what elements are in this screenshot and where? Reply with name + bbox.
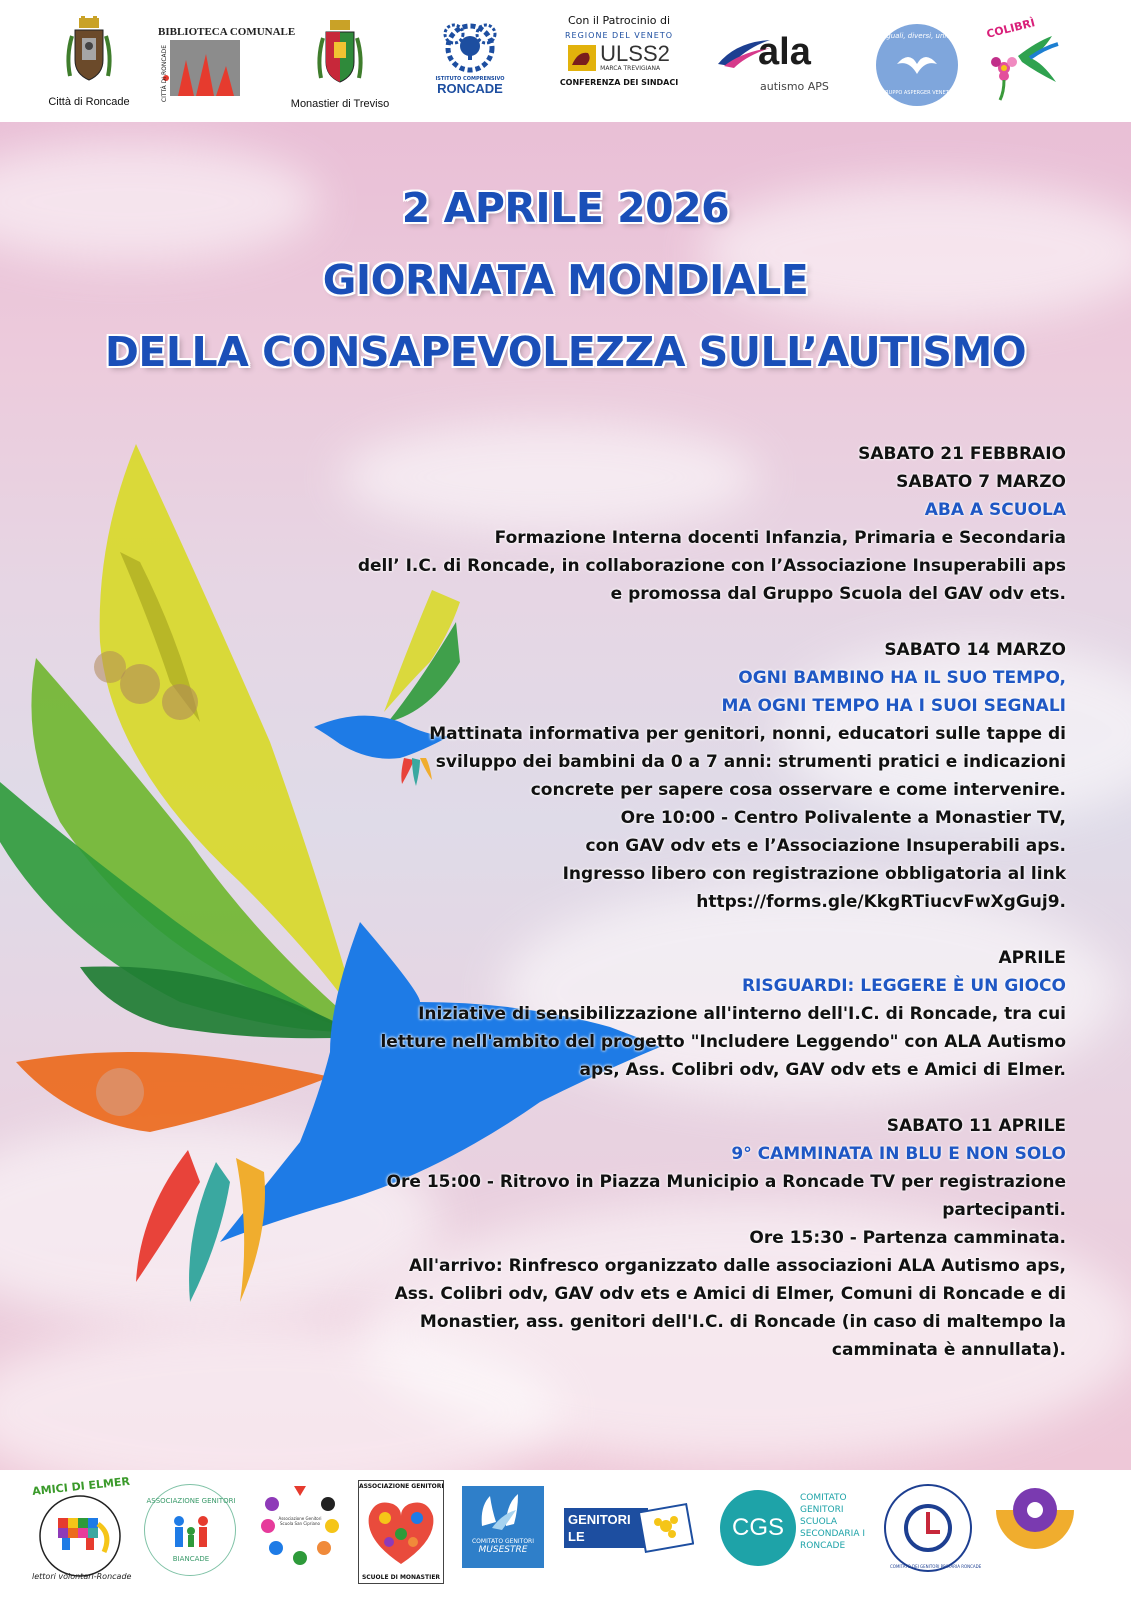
ala-sub: autismo APS [760,80,829,93]
cgs-line: COMITATO [800,1493,847,1503]
hands-up-icon [462,1486,544,1534]
asperger-top-text: uguali, diversi, unici [881,32,953,40]
event-line: Ore 15:30 - Partenza camminata. [749,1228,1066,1248]
event-line: All'arrivo: Rinfresco organizzato dalle associazioni ALA Autismo aps, [409,1256,1066,1276]
istituto-roncade-logo [430,20,510,95]
ginestre-logo [564,1502,692,1561]
roncade-caption: Città di Roncade [48,96,130,108]
ala-name: ala [758,31,811,73]
event-line: dell’ I.C. di Roncade, in collaborazione con l’Associazione Insuperabili aps [357,556,1066,576]
elmer-subtitle: lettori volontari-Roncade [32,1572,132,1581]
primaria-logo [884,1484,982,1572]
ulss-patrocinio: Con il Patrocinio di [567,14,671,27]
registration-link[interactable]: https://forms.gle/KkgRTiucvFwXgGuj9. [696,892,1066,912]
roncade-logo [44,16,134,108]
title-date: 2 APRILE 2026 [401,184,730,232]
event-risguardi [346,944,1066,1084]
heart-hands-icon [359,1490,443,1570]
poster-main [0,122,1131,1470]
ginestre-flower-icon [638,1502,694,1554]
event-line: aps, Ass. Colibri odv, GAV odv ets e Amici di Elmer. [579,1060,1066,1080]
biblioteca-side-text: CITTÀ DI RONCADE [161,44,169,103]
family-icon [145,1485,237,1577]
monastier-caption: Monastier di Treviso [290,98,390,110]
event-line: Ore 15:00 - Ritrovo in Piazza Municipio a Roncade TV per registrazione [386,1172,1066,1192]
biancade-logo [144,1484,236,1576]
event-line: Iniziative di sensibilizzazione all'interno dell'I.C. di Roncade, tra cui [418,1004,1066,1024]
ulss-marca: MARCA TREVIGIANA [600,65,661,72]
title-consapevolezza: DELLA CONSAPEVOLEZZA SULL’AUTISMO [104,328,1027,376]
event-line: e promossa dal Gruppo Scuola del GAV odv ets. [610,584,1066,604]
musestre-bottom: MUSESTRE [478,1545,528,1555]
musestre-logo [462,1486,544,1568]
monastier-genitori-logo [358,1480,444,1584]
elmer-logo [31,1474,132,1590]
event-line: Ore 10:00 - Centro Polivalente a Monastier TV, [620,808,1066,828]
event-line: Formazione Interna docenti Infanzia, Primaria e Secondaria [494,528,1066,548]
primaria-emblem-icon [886,1486,982,1570]
event-date: SABATO 11 APRILE [886,1116,1066,1136]
biblioteca-logo [156,26,296,103]
patchwork-elephant-icon [32,1494,132,1584]
event-heading: MA OGNI TEMPO HA I SUOI SEGNALI [721,696,1066,716]
primaria-ring-text: COMITATO DEI GENITORI PRIMARIA RONCADE [890,1564,982,1569]
event-line: Monastier, ass. genitori dell'I.C. di Roncade (in caso di maltempo la [419,1312,1066,1332]
event-date: SABATO 21 FEBBRAIO [858,444,1066,464]
purple-orange-logo [990,1488,1080,1568]
elmer-title: AMICI DI ELMER [31,1474,131,1498]
ulss-logo [556,14,682,87]
ulss-conferenza: CONFERENZA DEI SINDACI [559,78,679,87]
cgs-line: GENITORI [800,1505,844,1515]
istituto-small-text: ISTITUTO COMPRENSIVO [435,76,505,82]
event-date: SABATO 14 MARZO [884,640,1066,660]
event-aba [346,440,1066,608]
gears-tree-icon [440,20,500,76]
asperger-logo [876,24,958,106]
event-date: SABATO 7 MARZO [896,472,1066,492]
asperger-bottom-text: GRUPPO ASPERGER VENETO [881,90,953,96]
event-line: con GAV odv ets e l’Associazione Insuperabili aps. [585,836,1066,856]
event-line: letture nell'ambito del progetto "Includere Leggendo" con ALA Autismo [380,1032,1066,1052]
monastier-genitori-top: ASSOCIAZIONE GENITORI [359,1483,444,1490]
half-circle-icon [990,1488,1080,1568]
roncade-crest-icon [62,16,116,92]
event-heading: 9° CAMMINATA IN BLU E NON SOLO [731,1144,1066,1164]
colibri-name: COLIBRÌ [985,16,1037,41]
ginestre-box [564,1508,648,1561]
top-logo-strip [0,0,1131,122]
monastier-crest-icon [313,18,367,94]
cgs-line: SECONDARIA I [800,1529,866,1539]
event-line: concrete per sapere cosa osservare e come intervenire. [530,780,1066,800]
event-line: sviluppo dei bambini da 0 a 7 anni: strumenti pratici e indicazioni [435,752,1066,772]
ginestre-line1: GENITORI [568,1512,631,1527]
event-line: Ass. Colibri odv, GAV odv ets e Amici di Elmer, Comuni di Roncade e di [394,1284,1066,1304]
cgs-line: RONCADE [800,1541,846,1551]
event-heading: OGNI BAMBINO HA IL SUO TEMPO, [738,668,1066,688]
sancipriano-text: Associazione Genitori Scuola San Cipriano [278,1516,322,1526]
event-date: APRILE [998,948,1066,968]
event-line: partecipanti. [942,1200,1066,1220]
colibri-logo [982,16,1066,106]
cgs-logo [720,1490,880,1570]
event-heading: RISGUARDI: LEGGERE È UN GIOCO [741,976,1066,996]
event-ogni-bambino [346,636,1066,916]
istituto-name: RONCADE [437,81,503,96]
event-line: Mattinata informativa per genitori, nonni, educatori sulle tappe di [429,724,1066,744]
cgs-letters: CGS [720,1490,796,1566]
event-line: Ingresso libero con registrazione obbligatoria al link [562,864,1066,884]
lion-icon [568,45,596,71]
monastier-logo [282,18,398,110]
ulss-name: ULSS2 [600,41,670,66]
sancipriano-logo [258,1482,342,1582]
monastier-genitori-bottom: SCUOLE DI MONASTIER [361,1574,441,1581]
title-giornata: GIORNATA MONDIALE [322,256,809,304]
cgs-line: SCUOLA [800,1517,838,1527]
biancade-top-text: ASSOCIAZIONE GENITORI [146,1497,236,1505]
ulss-regione: REGIONE DEL VENETO [564,31,673,40]
event-camminata [346,1112,1066,1364]
event-line: camminata è annullata). [831,1340,1066,1360]
events-list [346,440,1066,1392]
bottom-logo-strip [0,1470,1131,1600]
dove-icon [895,50,939,80]
cgs-text [800,1492,865,1552]
biblioteca-title: BIBLIOTECA COMUNALE [158,26,296,38]
musestre-top: COMITATO GENITORI [471,1538,534,1545]
event-heading: ABA A SCUOLA [924,500,1066,520]
biancade-bottom-text: BIANCADE [172,1555,210,1563]
ginestre-line2: LE GINESTRE [568,1529,635,1561]
